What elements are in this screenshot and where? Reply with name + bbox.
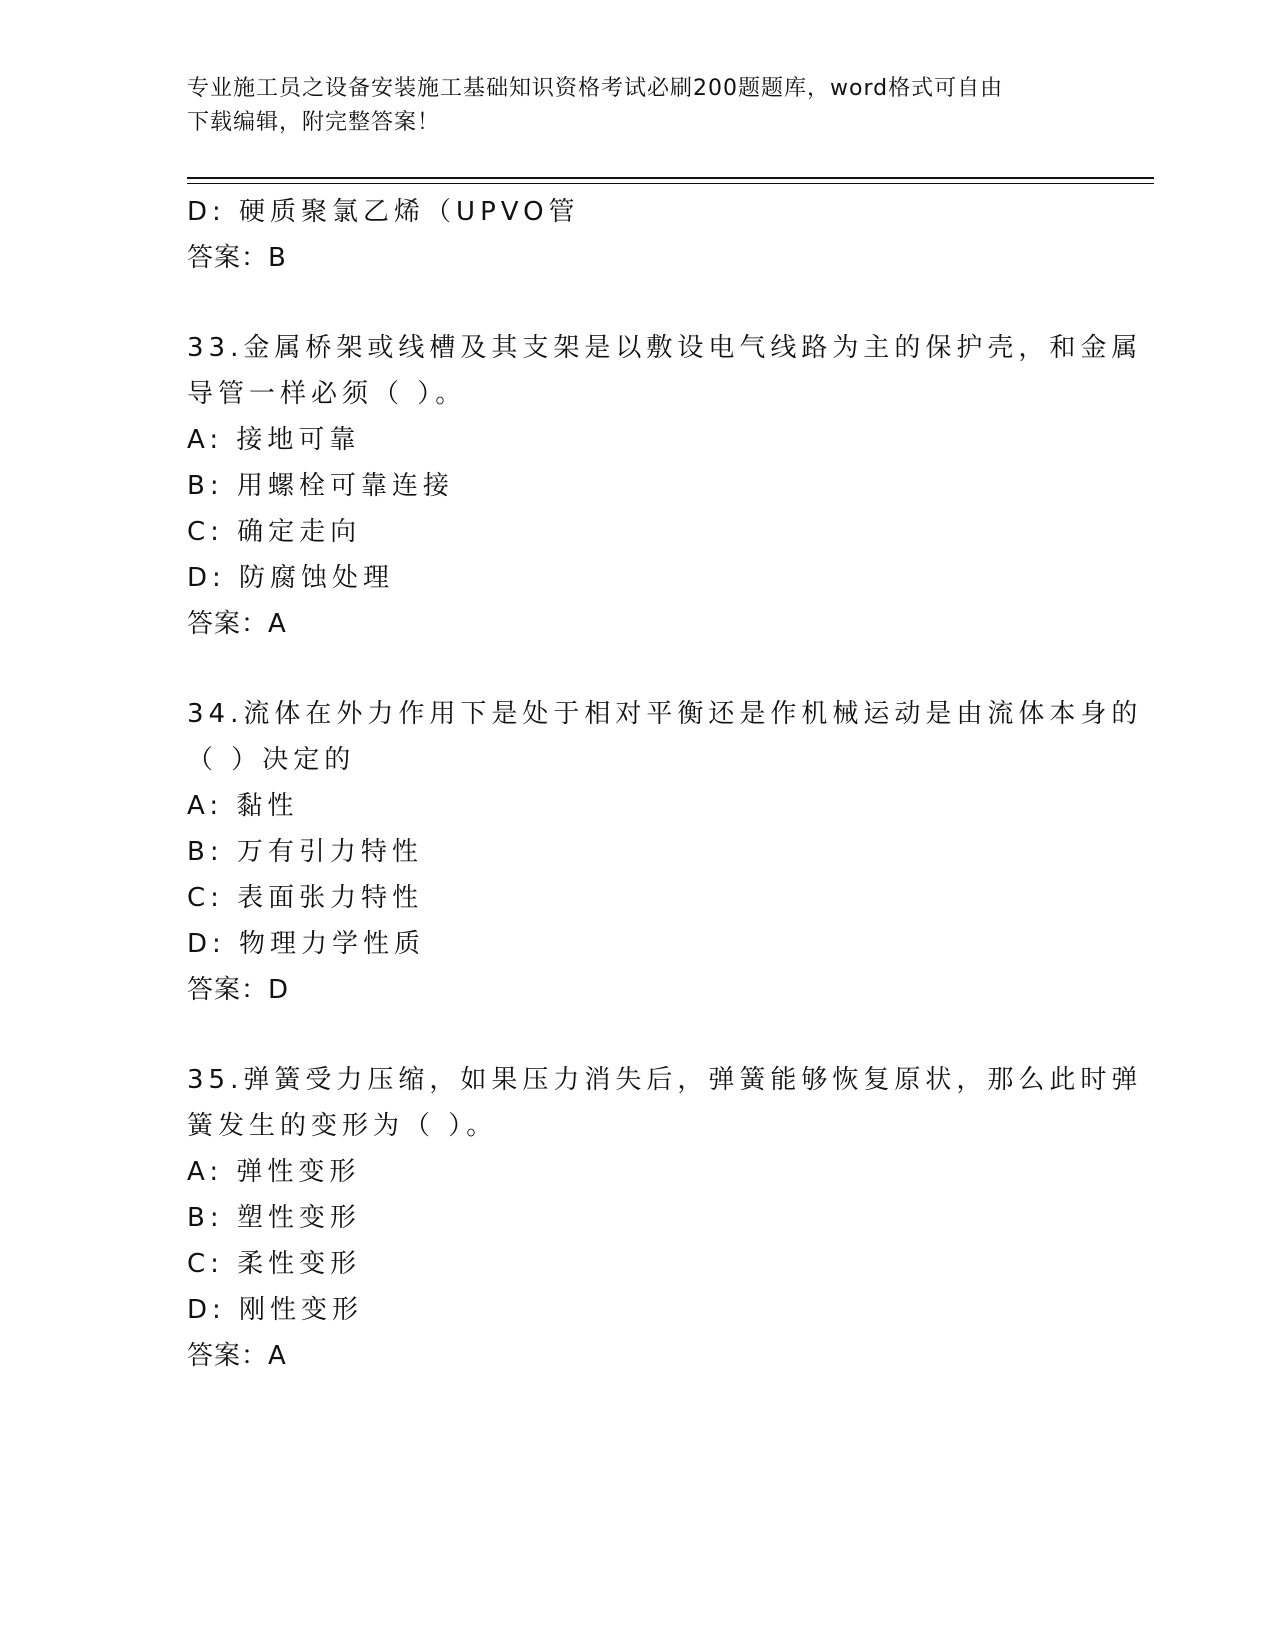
option-a: A: 接地可靠 (187, 425, 361, 455)
previous-question-tail (187, 189, 1087, 281)
document-header (187, 72, 1087, 140)
option-c: C: 柔性变形 (187, 1249, 362, 1279)
answer-line: 答案：A (187, 609, 287, 639)
option-c: C: 表面张力特性 (187, 883, 424, 913)
option-c: C: 确定走向 (187, 517, 362, 547)
question-stem-line-1: 35.弹簧受力压缩，如果压力消失后，弹簧能够恢复原状，那么此时弹 (187, 1065, 1143, 1095)
option-b: B: 万有引力特性 (187, 837, 423, 867)
option-d: D: 防腐蚀处理 (187, 563, 395, 593)
answer-line: 答案：B (187, 243, 287, 273)
header-rule-thin (187, 183, 1154, 184)
question-stem-line-2: 导管一样必须（ ）。 (187, 379, 467, 409)
header-line-1: 专业施工员之设备安装施工基础知识资格考试必刷200题题库，word格式可自由 (187, 76, 1004, 101)
question-stem-line-1: 34.流体在外力作用下是处于相对平衡还是作机械运动是由流体本身的 (187, 699, 1143, 729)
option-b: B: 用螺栓可靠连接 (187, 471, 454, 501)
option-a: A: 弹性变形 (187, 1157, 361, 1187)
question-stem-line-2: 簧发生的变形为（ ）。 (187, 1111, 498, 1141)
header-line-2: 下载编辑，附完整答案！ (187, 110, 441, 135)
question-stem-line-1: 33.金属桥架或线槽及其支架是以敷设电气线路为主的保护壳，和金属 (187, 333, 1143, 363)
question-34 (187, 691, 1143, 1013)
answer-line: 答案：D (187, 975, 290, 1005)
option-d: D: 刚性变形 (187, 1295, 364, 1325)
option-b: B: 塑性变形 (187, 1203, 361, 1233)
option-d: D: 物理力学性质 (187, 929, 426, 959)
header-rule-thick (187, 177, 1154, 179)
document-body (187, 189, 1143, 1379)
answer-line: 答案：A (187, 1341, 287, 1371)
option-d: D: 硬质聚氯乙烯（UPVO管 (187, 197, 580, 227)
question-33 (187, 325, 1143, 647)
question-stem-line-2: （ ）决定的 (187, 745, 356, 775)
option-a: A: 黏性 (187, 791, 299, 821)
question-35 (187, 1057, 1143, 1379)
